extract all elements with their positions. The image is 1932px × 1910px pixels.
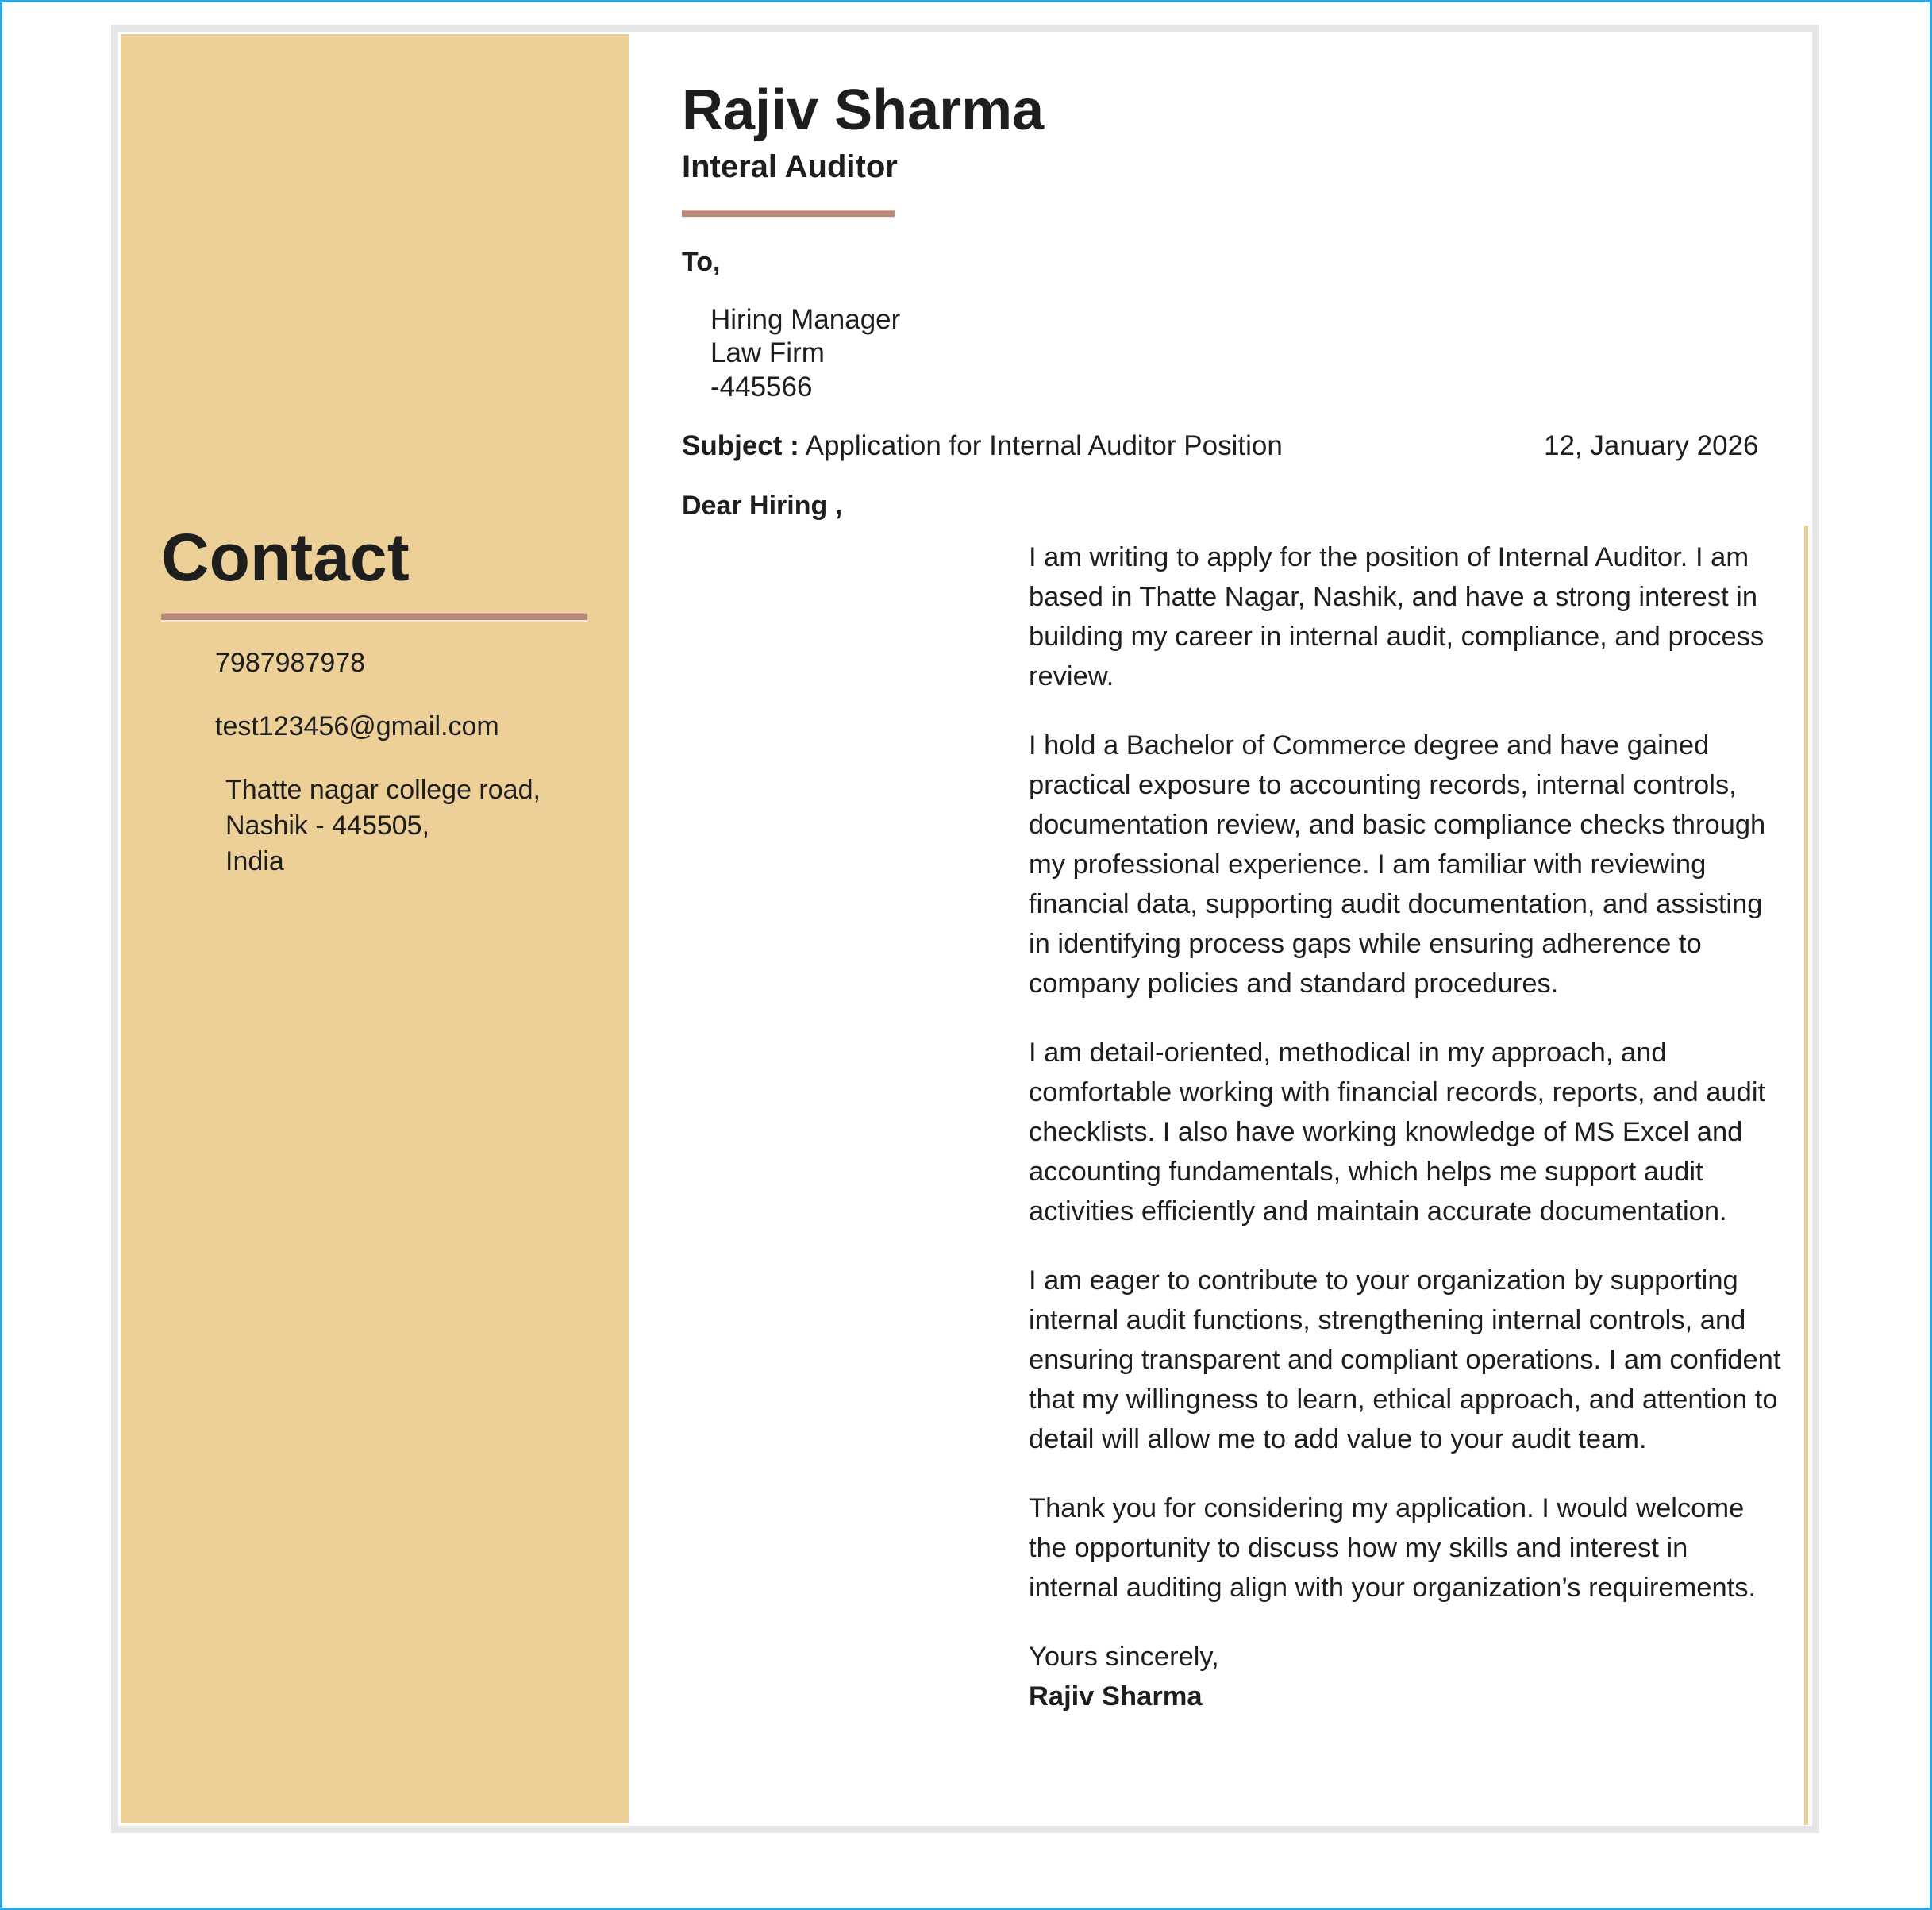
applicant-name: Rajiv Sharma	[682, 79, 1045, 142]
contact-heading: Contact	[161, 520, 410, 595]
body-paragraph-5: Thank you for considering my application. I would welcome the opportunity to discuss how my skills and interest in internal auditing align with your organization’s requirements.	[1029, 1493, 1757, 1603]
body-paragraph-1: I am writing to apply for the position of Internal Auditor. I am based in Thatte Nagar, Nashik, and have a strong interest in building my career in internal audit, compliance, and process review.	[1029, 542, 1765, 691]
body-paragraph-3: I am detail-oriented, methodical in my approach, and comfortable working with financial records, reports, and audit checklists. I also have working knowledge of MS Excel and accounting fundamentals, which helps me support audit activities efficiently and maintain accurate documentation.	[1029, 1038, 1766, 1226]
contact-address-line-2: Nashik - 445505,	[225, 811, 430, 841]
letter-date: 12, January 2026	[1544, 430, 1759, 461]
body-accent-line	[1804, 526, 1808, 1825]
greeting: Dear Hiring ,	[682, 491, 843, 521]
contact-sidebar	[121, 34, 629, 1823]
recipient-line-3: -445566	[710, 372, 813, 402]
contact-email[interactable]: test123456@gmail.com	[215, 711, 499, 741]
subject-label: Subject :	[682, 430, 799, 461]
recipient-line-2: Law Firm	[710, 337, 825, 368]
contact-divider	[161, 613, 587, 622]
subject-text: Application for Internal Auditor Position	[805, 430, 1283, 461]
applicant-role: Interal Auditor	[682, 149, 898, 184]
to-label: To,	[682, 247, 721, 277]
body-paragraph-4: I am eager to contribute to your organization by supporting internal audit functions, strengthening internal controls, and ensuring transparent and compliant operations. I am confident that my willingness to learn, ethical approach, and attention to detail will allow me to add value to your audit team.	[1029, 1265, 1781, 1454]
signoff: Yours sincerely,	[1029, 1642, 1219, 1672]
name-divider	[682, 210, 895, 218]
body-paragraph-2: I hold a Bachelor of Commerce degree and have gained practical exposure to accounting records, internal controls, documentation review, and basic compliance checks through my professional experience. I am familiar with reviewing financial data, supporting audit documentation, and assisting in identifying process gaps while ensuring adherence to company policies and standard procedures.	[1029, 730, 1766, 999]
signature-name: Rajiv Sharma	[1029, 1681, 1203, 1712]
contact-address-line-3: India	[225, 846, 284, 876]
subject-line	[682, 428, 1283, 464]
letter-body	[1029, 537, 1783, 1716]
recipient-line-1: Hiring Manager	[710, 304, 901, 335]
contact-phone[interactable]: 7987987978	[215, 648, 366, 678]
contact-address-line-1: Thatte nagar college road,	[225, 775, 541, 805]
